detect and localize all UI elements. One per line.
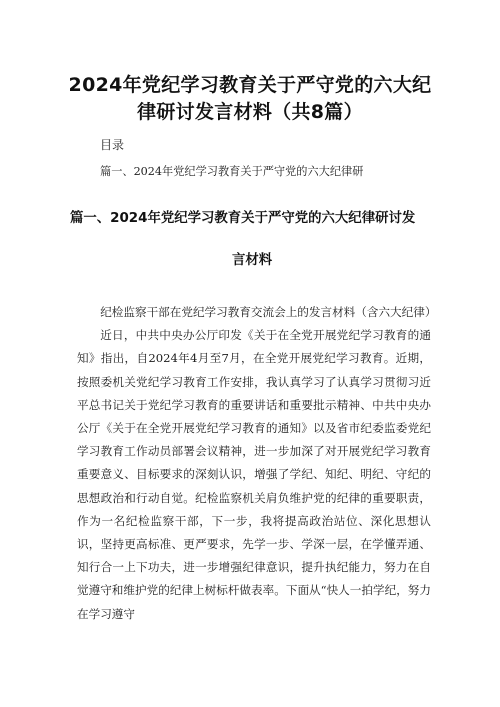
body-paragraph: 纪检监察干部在党纪学习教育交流会上的发言材料（含六大纪律） [100,305,437,319]
body-paragraph: 近日，中共中央办公厅印发《关于在全党开展党纪学习教育的通知》指出，自2024年4月至7月，在全党开展党纪学习教育。近期，按照委机关党纪学习教育工作安排，我认真学习了认真学习贯彻习近平总书记关于党纪学习教育的重要讲话和重要批示精神、中共中央办公厅《关于在全党开展党纪学习教育的通知》以及省市纪委监委党纪学习教育工作动员部署会议精神，进一步加深了对开展党纪学习教育重要意义、目标要求的深刻认识，增强了学纪、知纪、明纪、守纪的思想政治和行动自觉。纪检监察机关肩负维护党的纪律的重要职责，作为一名纪检监察干部，下一步，我将提高政治站位、深化思想认识，坚持更高标准、更严要求，先学一步、学深一层，在学懂弄通、知行合一上下功夫，进一步增强纪律意识，提升执纪能力，努力在自觉遵守和维护党的纪律上树标杆做表率。下面从“快人一拍学纪，努力在学习遵守 [77,328,431,621]
toc-heading: 目录 [100,138,125,152]
document-title-line-2: 律研讨发言材料（共8篇） [137,101,363,123]
section-body [77,301,437,626]
toc-item[interactable]: 篇一、2024年党纪学习教育关于严守党的六大纪律研 [100,165,364,178]
section-title-line-1: 篇一、2024年党纪学习教育关于严守党的六大纪律研讨发 [70,211,416,226]
document-title-line-1: 2024年党纪学习教育关于严守党的六大纪 [68,74,432,96]
document-title [60,72,440,126]
section-title-line-2: 言材料 [232,253,273,268]
